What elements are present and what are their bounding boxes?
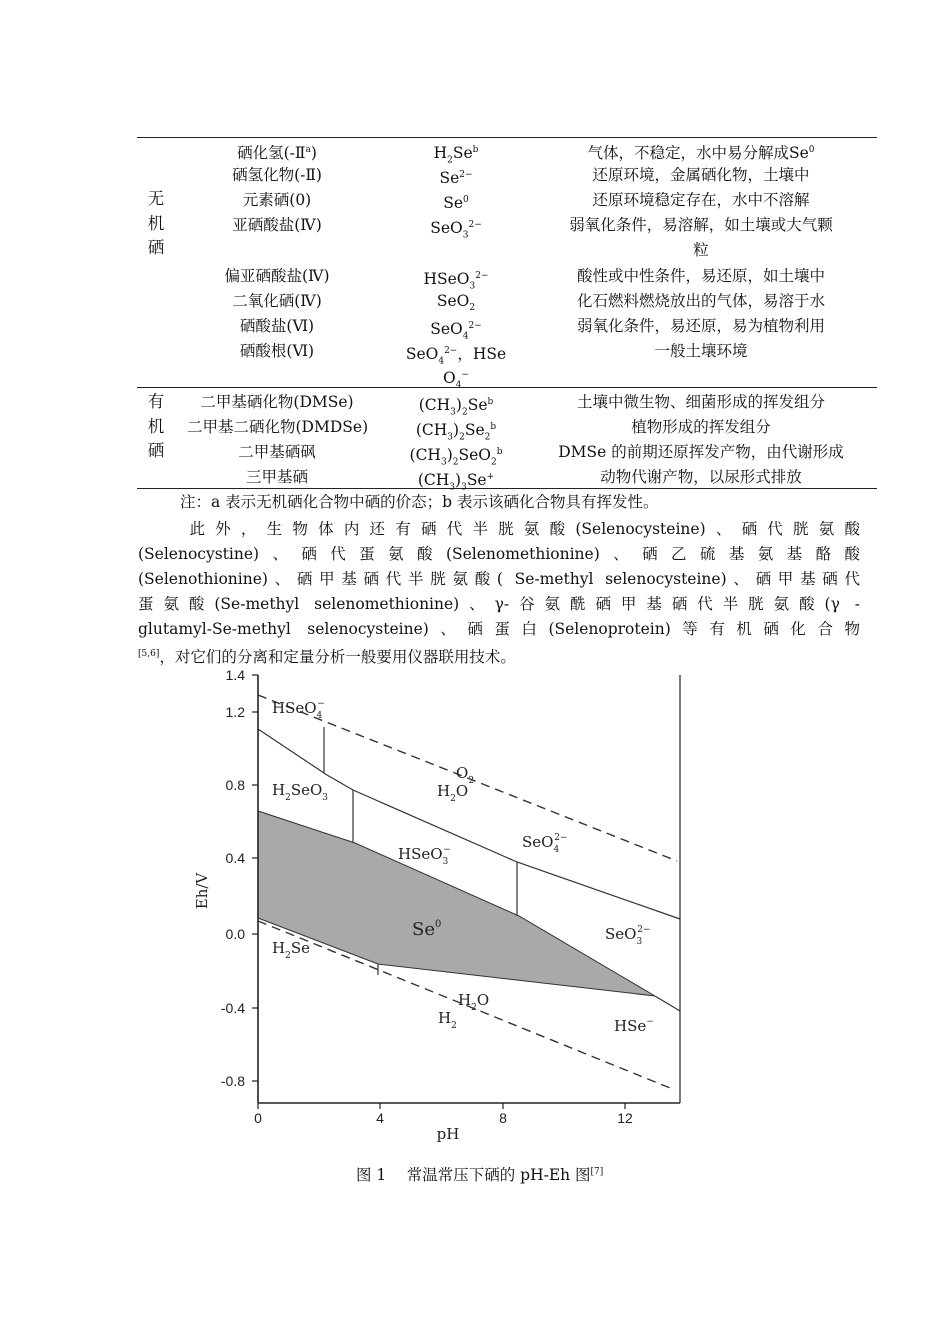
table-row [137, 390, 877, 418]
table-row [137, 188, 877, 213]
species-description: 植物形成的挥发组分 [631, 418, 771, 436]
species-description: 还原环境稳定存在，水中不溶解 [592, 191, 810, 209]
figure-caption: 图 1 常温常压下硒的 pH-Eh 图[7] [356, 1166, 604, 1184]
species-name: 偏亚硒酸盐(Ⅳ) [224, 267, 330, 285]
species-formula: SeO$_3^{2-}$ [430, 219, 482, 241]
paragraph-line: (Selenothionine)、硒甲基硒代半胱氨酸( Se-methyl selenocysteine)、硒甲基硒代 [138, 570, 860, 588]
species-formula: $Se^{2-}$ [439, 169, 473, 188]
label-h2seo3: $H_2SeO_3$ [272, 781, 329, 803]
species-formula: $(CH_3)_2SeO_2^b$ [409, 446, 503, 468]
xtick-label: 4 [376, 1110, 384, 1126]
label-h2: $H_2$ [438, 1009, 457, 1031]
species-formula: $(CH_3)_2Se^b$ [418, 396, 494, 418]
species-name: 二甲基硒化物(DMSe) [200, 393, 354, 411]
table-row [137, 264, 877, 292]
ytick-label: 0.4 [225, 850, 245, 866]
species-description: 弱氧化条件，易溶解，如土壤或大气颗 [569, 216, 833, 234]
species-description: DMSe 的前期还原挥发产物，由代谢形成 [558, 443, 844, 461]
paragraph-line: 蛋氨酸(Se-methyl selenomethionine)、γ-谷氨酰硒甲基硒代半胱氨酸(γ - [138, 595, 860, 613]
xtick-label: 8 [499, 1110, 507, 1126]
species-name: 元素硒(0) [242, 191, 312, 209]
table-row [137, 339, 877, 367]
species-description: 土壤中微生物、细菌形成的挥发组分 [576, 393, 825, 411]
species-name: 三甲基硒 [245, 468, 308, 486]
table-row [137, 363, 877, 391]
species-formula: HSeO$_3^{2-}$ [423, 270, 489, 292]
species-name: 二甲基二硒化物(DMDSe) [187, 418, 369, 436]
ytick-label: 1.4 [225, 667, 245, 683]
species-description: 动物代谢产物，以尿形式排放 [600, 468, 802, 486]
table-row [137, 213, 877, 241]
ytick-label: 1.2 [225, 704, 245, 720]
x-axis-label: pH [436, 1125, 460, 1143]
y-ticks [252, 675, 258, 1081]
ytick-label: -0.4 [220, 1000, 245, 1016]
table-row [137, 138, 877, 166]
ph-eh-diagram [180, 665, 700, 1145]
species-formula: SeO$_2$ [436, 292, 476, 314]
label-o2: $O_2$ [456, 764, 475, 786]
species-formula: Se$^0$ [443, 194, 469, 213]
y-axis-label: Eh/V [193, 872, 211, 910]
paragraph-line: glutamyl-Se-methyl selenocysteine)、硒蛋白(Selenoprotein)等有机硒化合物 [138, 620, 860, 638]
table-row [137, 289, 877, 314]
species-name: 硒酸盐(Ⅵ) [239, 317, 315, 335]
xtick-label: 0 [254, 1110, 262, 1126]
species-description: 还原环境，金属硒化物，土壤中 [592, 166, 810, 184]
label-hse: HSe− [614, 1017, 654, 1035]
paragraph-line: 此外，生物体内还有硒代半胱氨酸(Selenocysteine)、硒代胱氨酸 [138, 520, 860, 538]
species-formula: SeO$_4^{2-}$ [430, 320, 482, 342]
species-name: 硒酸根(Ⅵ) [239, 342, 315, 360]
se0-region [258, 811, 655, 996]
inorganic-selenium-label: 无 机 硒 [147, 189, 165, 257]
label-h2o-bottom: $H_2O$ [458, 991, 490, 1013]
species-description: 弱氧化条件，易还原，易为植物利用 [576, 317, 825, 335]
species-description: 一般土壤环境 [654, 342, 748, 360]
xtick-label: 12 [617, 1110, 633, 1126]
label-h2se: $H_2Se$ [272, 939, 310, 961]
table-row [137, 314, 877, 342]
species-description: 气体，不稳定，水中易分解成Se$^0$ [587, 144, 815, 163]
species-formula: $(CH_3)_2Se_2^b$ [415, 421, 497, 443]
table-row [137, 415, 877, 443]
species-name: 硒化氢(-Ⅱ$^a$) [237, 144, 317, 163]
label-seo4: SeO$_4$2− [522, 833, 568, 855]
species-formula: $H_2Se^b$ [433, 144, 479, 166]
label-se0: Se$^0$ [412, 919, 442, 940]
label-hseo4: HSeO$_4$− [272, 699, 325, 721]
species-description: 酸性或中性条件，易还原，如土壤中 [576, 267, 825, 285]
species-formula: SeO$_4^{2-}$，HSe [405, 345, 507, 367]
x-ticks [258, 1103, 625, 1109]
ytick-label: 0.0 [225, 926, 245, 942]
species-name: 硒氢化物(-Ⅱ) [232, 166, 322, 184]
label-h2o-top: $H_2O$ [437, 782, 469, 804]
ytick-label: 0.8 [225, 777, 245, 793]
species-description: 化石燃料燃烧放出的气体，易溶于水 [576, 292, 825, 310]
species-description: 粒 [693, 241, 709, 259]
species-formula: $(CH_3)_3Se^+$ [417, 471, 495, 493]
table-row [137, 465, 877, 493]
species-name: 二氧化硒(Ⅳ) [232, 292, 322, 310]
paragraph-line: [5,6]，对它们的分离和定量分析一般要用仪器联用技术。 [138, 648, 516, 667]
organic-selenium-label: 有 机 硒 [147, 392, 165, 460]
label-hseo3: HSeO$_3$− [398, 845, 451, 867]
table-row [137, 238, 877, 263]
species-name: 亚硒酸盐(Ⅳ) [232, 216, 322, 234]
species-formula: $O_4^-$ [443, 369, 469, 391]
label-seo3: SeO$_3$2− [605, 925, 651, 947]
table-note: 注：a 表示无机硒化合物中硒的价态；b 表示该硒化合物具有挥发性。 [180, 493, 659, 511]
paragraph-line: (Selenocystine)、硒代蛋氨酸(Selenomethionine)、硒乙硫基氨基酪酸 [138, 545, 860, 563]
ytick-label: -0.8 [220, 1073, 245, 1089]
ph-eh-diagram-svg [180, 665, 700, 1145]
table-row [137, 163, 877, 188]
table-row [137, 440, 877, 468]
boundary-seo3 [655, 996, 680, 1011]
species-name: 二甲基硒砜 [238, 443, 316, 461]
